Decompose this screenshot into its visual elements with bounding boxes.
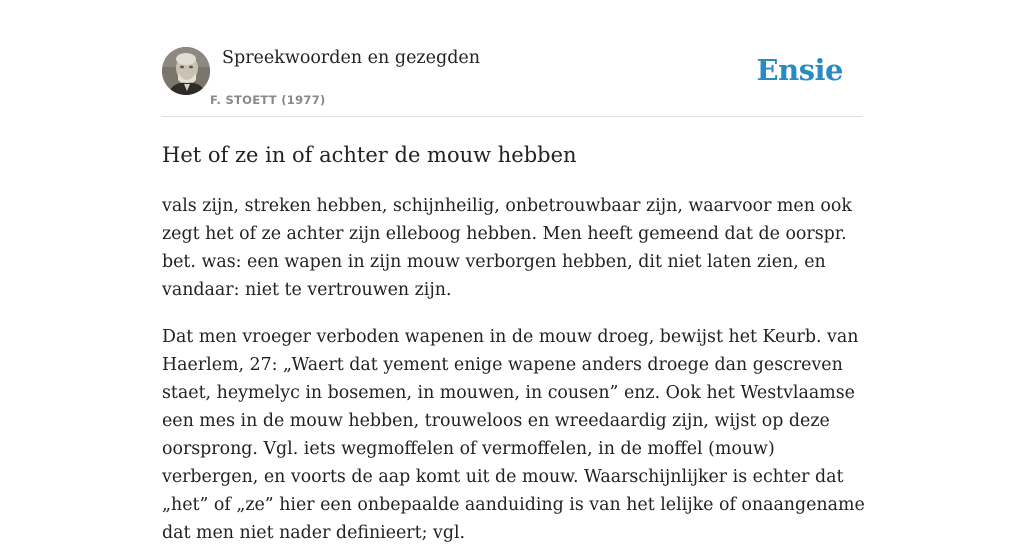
page (162, 0, 865, 543)
header (162, 0, 862, 117)
author-label[interactable]: F. STOETT (1977) (210, 93, 326, 107)
entry-paragraph: vals zijn, streken hebben, schijnheilig, onbetrouwbaar zijn, waarvoor men ook zegt het of ze achter zijn elleboog hebben. Men heeft gemeend dat de oorspr. bet. was: een wapen in zijn mouw verborgen hebben, dit niet laten zien, en vandaar: niet te vertrouwen zijn. (162, 196, 852, 300)
entry-paragraph: Dat men vroeger verboden wapenen in de mouw droeg, bewijst het Keurb. van Haerlem, 27: „Waert dat yement enige wapene anders droege dan gescreven staet, heymelyc in bosemen, in mouwen, in cousen” enz. Ook het Westvlaamse een mes in de mouw hebben, trouweloos en wreedaardig zijn, wijst op deze oorsprong. Vgl. iets wegmoffelen of vermoffelen, in de moffel (mouw) verbergen, en voorts de aap komt uit de mouw. Waarschijnlijker is echter dat „het” of „ze” hier een onbepaalde aanduiding is van het lelijke of onaangename dat men niet nader definieert; vgl. (162, 327, 865, 543)
ensie-logo[interactable]: Ensie (756, 53, 843, 87)
entry-title: Het of ze in of achter de mouw hebben (162, 143, 577, 167)
author-avatar[interactable] (162, 47, 210, 95)
book-title[interactable]: Spreekwoorden en gezegden (222, 48, 481, 68)
author-portrait-icon (162, 47, 210, 95)
